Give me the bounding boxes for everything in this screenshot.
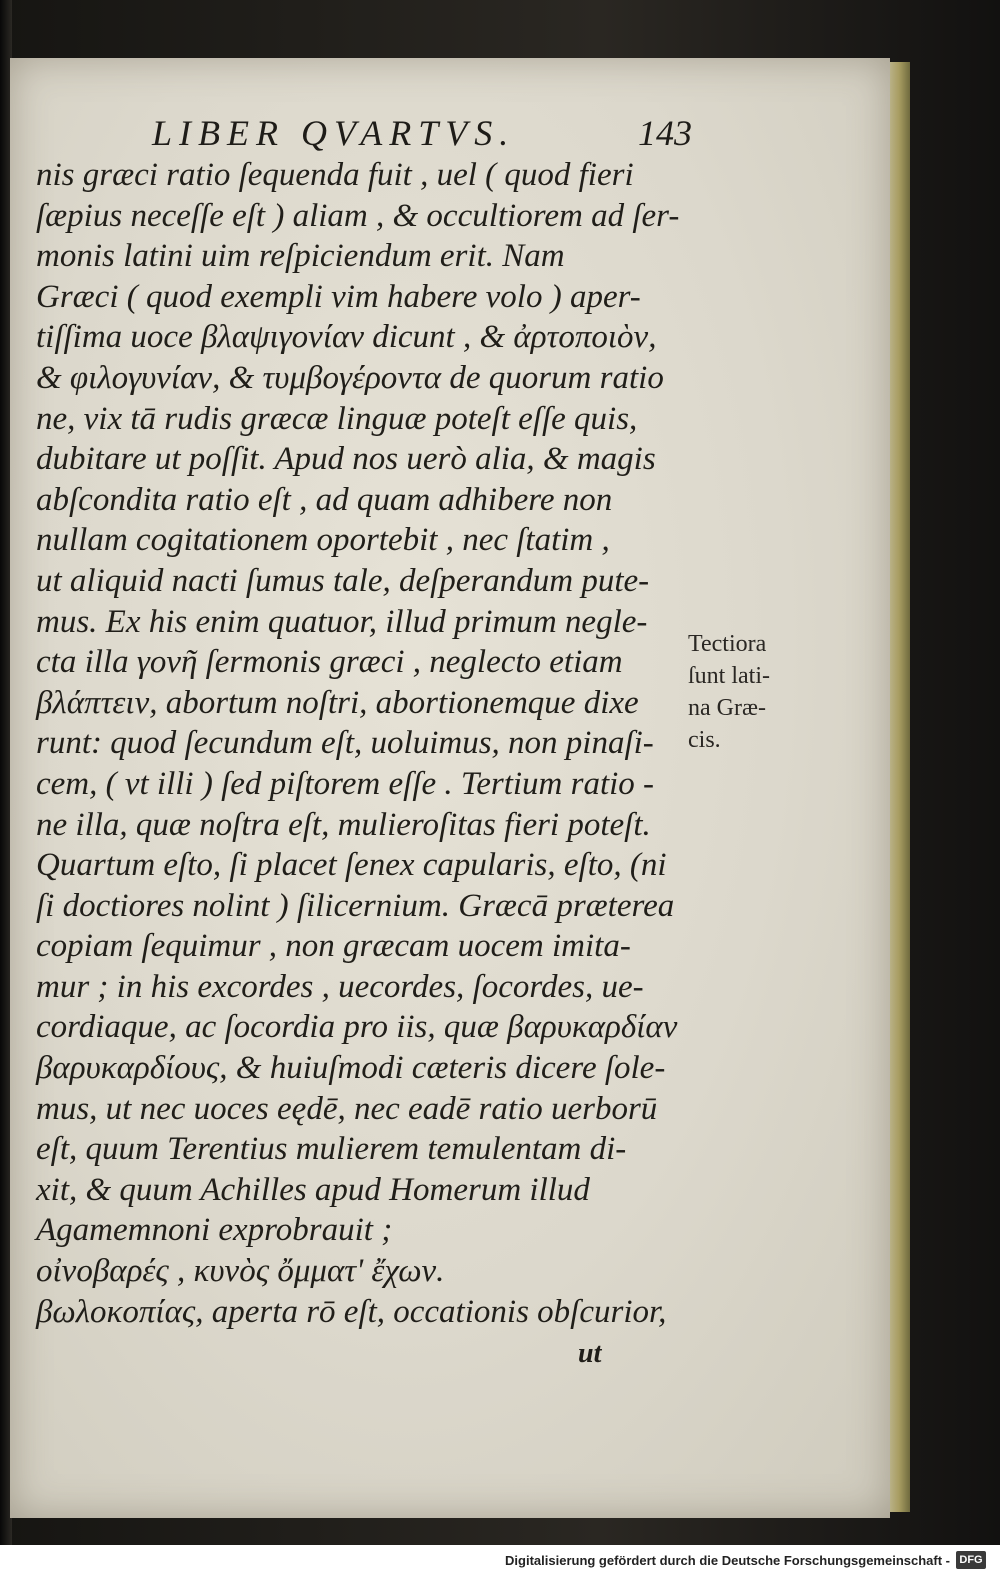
text-line: cta illa γονῆ ſermonis græci , neglecto etiam	[36, 644, 623, 681]
text-line: xit, & quum Achilles apud Homerum illud	[36, 1171, 590, 1208]
text-line: ne, vix tā rudis græcæ linguæ poteſt eſſe quis,	[36, 400, 638, 437]
catchword: ut	[578, 1338, 602, 1369]
text-line: ut aliquid nacti ſumus tale, deſperandum pute-	[36, 562, 650, 599]
text-line: copiam ſequimur , non græcam uocem imita-	[36, 928, 631, 965]
running-head: LIBER QVARTVS.	[152, 113, 516, 153]
text-line: Agamemnoni exprobrauit ;	[36, 1212, 393, 1249]
page-number: 143	[638, 113, 692, 153]
text-line: βαρυκαρδίους, & huiuſmodi cæteris dicere ſole-	[36, 1050, 666, 1087]
text-line: abſcondita ratio eſt , ad quam adhibere non	[36, 481, 613, 518]
funding-credit: Digitalisierung gefördert durch die Deutsche Forschungsgemeinschaft -	[505, 1553, 950, 1568]
text-line: eſt, quum Terentius mulierem temulentam di-	[36, 1131, 627, 1168]
text-line: tiſſima uoce βλαψιγονίαν dicunt , & ἀρτοποιὸν,	[36, 319, 657, 356]
margin-note-line: Tectiora	[688, 631, 767, 657]
text-line: runt: quod ſecundum eſt, uoluimus, non pinaſi-	[36, 725, 654, 762]
text-line: mus, ut nec uoces eędē, nec eadē ratio uerborū	[36, 1090, 658, 1127]
dfg-logo: DFG	[956, 1551, 986, 1569]
text-line: ne illa, quæ noſtra eſt, mulieroſitas fieri poteſt.	[36, 806, 651, 843]
text-line: & φιλογυνίαν, & τυμβογέροντα de quorum ratio	[36, 359, 664, 396]
page-header	[152, 112, 692, 152]
text-line: cordiaque, ac ſocordia pro iis, quæ βαρυκαρδίαν	[36, 1009, 678, 1046]
text-line: dubitare ut poſſit. Apud nos uerò alia, & magis	[36, 441, 656, 478]
margin-note-line: ſunt lati-	[688, 663, 770, 689]
text-line: monis latini uim reſpiciendum erit. Nam	[36, 238, 565, 275]
text-line: Quartum eſto, ſi placet ſenex capularis, eſto, (ni	[36, 847, 667, 884]
page-edge	[888, 62, 910, 1512]
text-line: ſi doctiores nolint ) ſilicernium. Græcā præterea	[36, 887, 675, 924]
text-line: ſæpius neceſſe eſt ) aliam , & occultiorem ad ſer-	[36, 197, 680, 234]
margin-note-line: na Græ-	[688, 695, 766, 721]
text-line: οἰνοβαρές , κυνὸς ὄμματ' ἔχων.	[36, 1253, 445, 1290]
marginal-note	[688, 628, 818, 756]
text-line: Græci ( quod exempli vim habere volo ) aper-	[36, 278, 641, 315]
main-text-block	[36, 155, 696, 1332]
text-line: mur ; in his excordes , uecordes, ſocordes, ue-	[36, 968, 644, 1005]
text-line: nullam cogitationem oportebit , nec ſtatim ,	[36, 522, 610, 559]
margin-note-line: cis.	[688, 727, 721, 753]
text-line: βωλοκοπίας, aperta rō eſt, occationis obſcurior,	[36, 1293, 667, 1330]
text-line: cem, ( vt illi ) ſed piſtorem eſſe . Tertium ratio -	[36, 765, 655, 802]
text-line: βλάπτειν, abortum noſtri, abortionemque dixe	[36, 684, 639, 721]
text-line: mus. Ex his enim quatuor, illud primum negle-	[36, 603, 648, 640]
text-line: nis græci ratio ſequenda fuit , uel ( quod fieri	[36, 157, 634, 193]
